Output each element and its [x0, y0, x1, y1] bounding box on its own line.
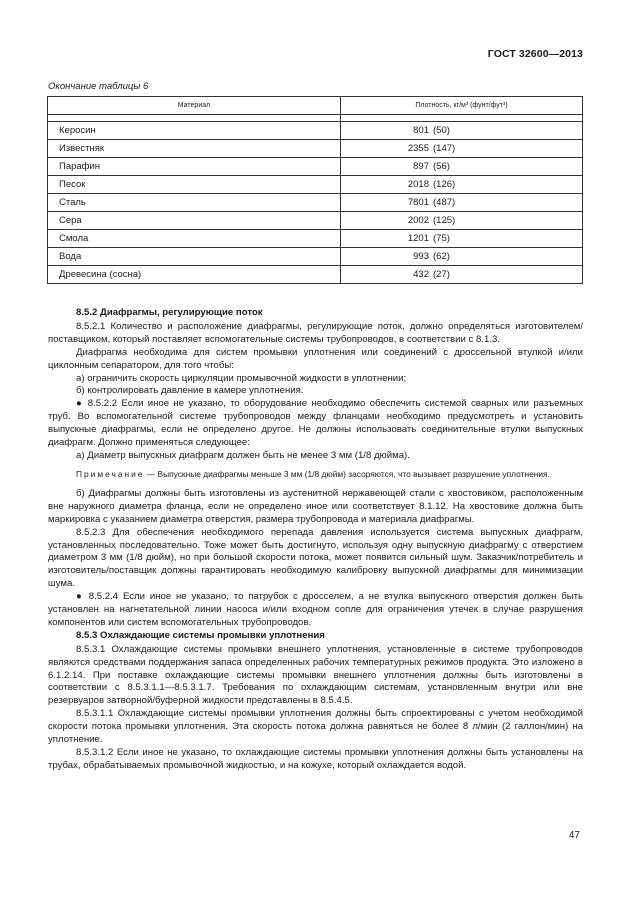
- density-cell: [341, 230, 583, 248]
- density-value-group: [341, 143, 467, 154]
- density-kg-m3: 432: [413, 269, 429, 280]
- density-kg-m3: 2018: [407, 179, 429, 190]
- paragraph-8-5-2-2: ● 8.5.2.2 Если иное не указано, то оборудование необходимо обеспечить системой сварных или разъемных труб. Во вспомогательной системе трубопроводов между фланцами необходимо предусмотреть и установить выпускные диафрагмы, если не определено другое. Не должны использовать соединительные втулки выпускных диафрагм. Должно применяться следующее:: [48, 398, 583, 449]
- density-lb-ft3: (62): [433, 251, 450, 262]
- table-row: [48, 266, 583, 284]
- table-row: [48, 158, 583, 176]
- list-item-a: а) ограничить скорость циркуляции промывочной жидкости в уплотнении;: [76, 372, 407, 384]
- table-row: [48, 230, 583, 248]
- paragraph-8-5-3-1: 8.5.3.1 Охлаждающие системы промывки внешнего уплотнения, установленные в системе трубопроводов являются средствами поддержания запаса определенных рабочих температурных режимов продукта. Это изложено в 6.1.2.14. При поставке охлаждающие системы промывки внешнего уплотнения должны быть изготовлены в соответствии с 8.5.3.1.1—8.5.3.1.7. Требования по охлаждающим системам, установленным внутри или вне резервуаров затворной/буферной жидкости представлены в 8.5.4.5.: [48, 643, 583, 707]
- paragraph-8-5-2-4: ● 8.5.2.4 Если иное не указано, то патрубок с дросселем, а не втулка выпускного отверстия должен быть установлен на нагнетательной линии насоса и/или входном сопле для ограничения утечек в случае разрушения компонентов или систем вспомогательных трубопроводов.: [48, 591, 583, 628]
- list-item-b-material: б) Диафрагмы должны быть изготовлены из аустенитной нержавеющей стали с хвостовиком, расположенным вне наружного диаметра фланца, если не определено иное или соответствует 8.1.12. На хвостовике должна быть маркировка с указанием диаметра отверстия, размера трубопровода и материала диафрагмы.: [48, 487, 583, 525]
- density-cell: [341, 176, 583, 194]
- column-header-density: Плотность, кг/м³ (фунт/фут³): [341, 97, 583, 115]
- table-row: [48, 140, 583, 158]
- density-cell: [341, 248, 583, 266]
- standard-header: ГОСТ 32600—2013: [487, 48, 583, 60]
- column-header-material: Материал: [48, 97, 341, 115]
- paragraph-8-5-3-1-2: 8.5.3.1.2 Если иное не указано, то охлаждающие системы промывки уплотнения должны быть установлены на трубах, обрабатываемых промывочной жидкостью, и на кожухе, который охлаждается водой.: [48, 747, 583, 771]
- density-kg-m3: 2002: [407, 215, 429, 226]
- density-lb-ft3: (75): [433, 233, 450, 244]
- density-kg-m3: 897: [413, 161, 429, 172]
- document-body: [48, 307, 583, 773]
- material-name: Песок: [48, 176, 341, 194]
- table-row: [48, 122, 583, 140]
- density-table: [47, 96, 583, 284]
- table-row: [48, 176, 583, 194]
- note-label: Примечание: [76, 468, 145, 479]
- density-value-group: [341, 233, 467, 244]
- density-kg-m3: 993: [413, 251, 429, 262]
- density-value-group: [341, 161, 467, 172]
- density-value-group: [341, 215, 467, 226]
- table-row: [48, 194, 583, 212]
- material-name: Парафин: [48, 158, 341, 176]
- table-caption: Окончание таблицы 6: [48, 81, 149, 92]
- density-value-group: [341, 269, 467, 280]
- density-lb-ft3: (125): [433, 215, 456, 226]
- density-kg-m3: 1201: [407, 233, 429, 244]
- paragraph-8-5-2-3: 8.5.2.3 Для обеспечения необходимого перепада давления используется система выпускных диафрагм, установленных последовательно. Тоже может быть достигнуто, используя одну выпускную диафрагму с отверстием диаметром 3 мм (1/8 дюйм), но при большой скорости потока, может появится сильный шум. Заказчик/потребитель и изготовитель/поставщик должны гарантировать необходимую калибровку выпускной диафрагмы для минимизации шума.: [48, 526, 583, 590]
- density-cell: [341, 122, 583, 140]
- density-cell: [341, 158, 583, 176]
- list-item-b: б) контролировать давление в камере уплотнения.: [76, 385, 304, 397]
- paragraph-requirement: Диафрагма необходима для систем промывки уплотнения или соединений с дроссельной втулкой и/или циклонным сепаратором, для того чтобы:: [48, 346, 583, 371]
- note: [48, 468, 583, 480]
- density-lb-ft3: (147): [433, 143, 456, 154]
- material-name: Сталь: [48, 194, 341, 212]
- material-name: Сера: [48, 212, 341, 230]
- density-value-group: [341, 125, 467, 136]
- paragraph-8-5-2-1: 8.5.2.1 Количество и расположение диафрагмы, регулирующие поток, должно определяться изготовителем/поставщиком, который поставляет вспомогательные системы трубопроводов, в соответствии с 8.1.3.: [48, 320, 583, 345]
- material-name: Известняк: [48, 140, 341, 158]
- section-heading-8-5-2: 8.5.2 Диафрагмы, регулирующие поток: [76, 307, 263, 318]
- density-lb-ft3: (126): [433, 179, 456, 190]
- material-name: Смола: [48, 230, 341, 248]
- density-lb-ft3: (56): [433, 161, 450, 172]
- density-kg-m3: 2355: [407, 143, 429, 154]
- density-cell: [341, 140, 583, 158]
- table-row: [48, 212, 583, 230]
- density-lb-ft3: (487): [433, 197, 456, 208]
- density-lb-ft3: (27): [433, 269, 450, 280]
- list-item-a-diameter: а) Диаметр выпускных диафрагм должен быть не менее 3 мм (1/8 дюйма).: [76, 449, 410, 461]
- density-cell: [341, 212, 583, 230]
- note-text: — Выпускные диафрагмы меньше 3 мм (1/8 дюйм) засоряются, что вызывает разрушение уплотнения.: [144, 468, 550, 479]
- density-value-group: [341, 197, 467, 208]
- material-name: Вода: [48, 248, 341, 266]
- density-kg-m3: 7801: [407, 197, 429, 208]
- page-number: 47: [568, 830, 580, 841]
- density-value-group: [341, 179, 467, 190]
- section-heading-8-5-3: 8.5.3 Охлаждающие системы промывки уплотнения: [76, 629, 325, 641]
- paragraph-8-5-3-1-1: 8.5.3.1.1 Охлаждающие системы промывки уплотнения должны быть спроектированы с учетом необходимой скорости потока промывки уплотнения. Эта скорость потока должна равняться не более 8 л/мин (2 галлон/мин) на уплотнение.: [48, 708, 583, 746]
- density-value-group: [341, 251, 467, 262]
- density-cell: [341, 194, 583, 212]
- material-name: Древесина (сосна): [48, 266, 341, 284]
- table-row: [48, 248, 583, 266]
- density-kg-m3: 801: [413, 125, 429, 136]
- density-lb-ft3: (50): [433, 125, 450, 136]
- density-cell: [341, 266, 583, 284]
- material-name: Керосин: [48, 122, 341, 140]
